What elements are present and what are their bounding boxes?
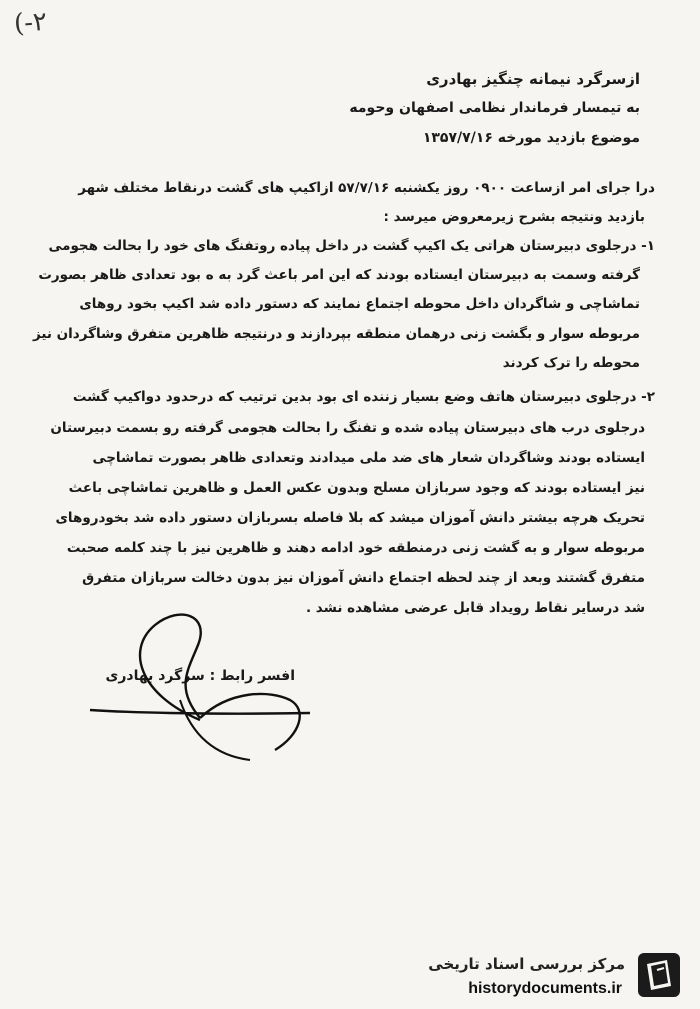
header-from-line: ازسرگرد نیمانه چنگیز بهادری	[426, 70, 640, 88]
body-line: درجلوی درب های دبیرستان پیاده شده و تفنگ را بحالت هجومی گرفته رو بسمت دبیرستان	[50, 420, 645, 436]
body-line: ایستاده بودند وشاگردان شعار های ضد ملی میدادند وتعدادی ظاهر بصورت تماشاچی	[92, 450, 645, 466]
body-line: گرفته وسمت به دبیرستان ایستاده بودند که این امر باعث گرد به ه بود تعدادی ظاهر بصورت	[38, 267, 640, 283]
header-subject-line: موضوع بازدید مورخه ۱۳۵۷/۷/۱۶	[422, 130, 640, 146]
body-line: تحریک هرچه بیشتر دانش آموزان میشد که بلا فاصله بسربازان دستور داده شد بخودروهای	[55, 510, 645, 526]
body-line: درا جرای امر ازساعت ۰۹۰۰ روز یکشنبه ۵۷/۷/۱۶ ازاکیپ های گشت درنقاط مختلف شهر	[78, 180, 655, 196]
page-corner-mark: (-٢	[12, 6, 48, 40]
body-line: محوطه را ترک کردند	[502, 355, 640, 371]
body-line: مربوطه سوار و به گشت زنی درمنطقه خود ادامه دهند و ظاهرین نیز با چند کلمه صحبت	[66, 540, 645, 556]
archive-name: مرکز بررسی اسناد تاریخی	[428, 955, 625, 973]
body-line: تماشاچی و شاگردان داخل محوطه اجتماع نمایند که دستور داده شد اکیپ بخود روهای	[79, 296, 640, 312]
body-line: بازدید ونتیجه بشرح زیرمعروض میرسد :	[383, 209, 645, 225]
signature-label: افسر رابط : سرگرد بهادری	[105, 668, 295, 684]
body-line: ۲- درجلوی دبیرستان هاتف وضع بسیار زننده ای بود بدین ترتیب که درحدود دواکیپ گشت	[72, 389, 655, 405]
body-line: مربوطه سوار و بگشت زنی درهمان منطقه بپردازند و درنتیجه ظاهرین متفرق وشاگردان نیز	[32, 326, 640, 342]
header-to-line: به تیمسار فرماندار نظامی اصفهان وحومه	[349, 100, 640, 116]
handwritten-signature	[80, 600, 320, 770]
body-line: نیز ایستاده بودند که وجود سربازان مسلح وبدون عکس العمل و ظاهرین تماشاچی باعث	[68, 480, 645, 496]
body-line: شد درسایر نقاط رویداد قابل عرضی مشاهده نشد .	[305, 600, 645, 616]
archive-url: historydocuments.ir	[468, 980, 622, 997]
body-line: ۱- درجلوی دبیرستان هراتی یک اکیپ گشت در داخل پیاده روتفنگ های خود را بحالت هجومی	[48, 238, 655, 254]
archive-logo-icon	[637, 952, 681, 998]
body-line: متفرق گشتند وبعد از چند لحظه اجتماع دانش آموزان نیز بدون دخالت سربازان متفرق	[82, 570, 645, 586]
